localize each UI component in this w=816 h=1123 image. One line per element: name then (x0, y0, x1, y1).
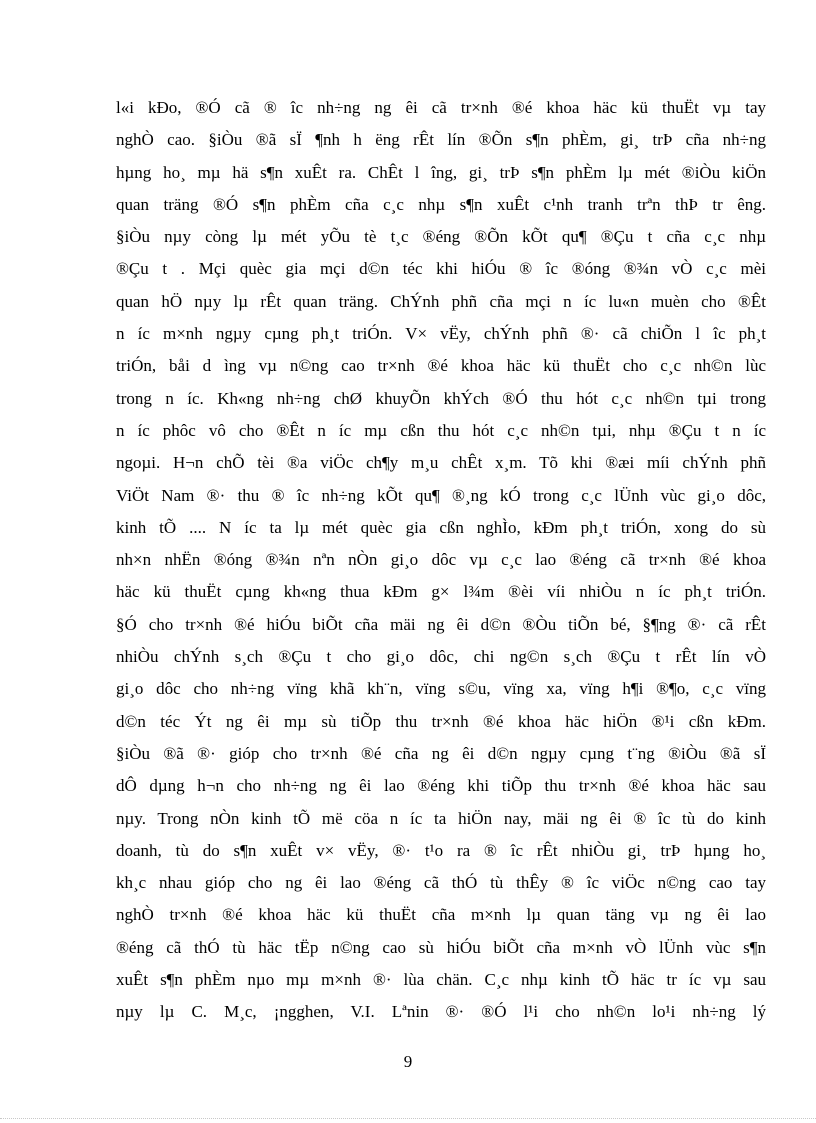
text-line: ®éng cã thÓ tù häc tËp n©ng cao sù hiÓu biÕt cña m×nh vÒ lÜnh vùc s¶n (116, 937, 766, 957)
text-line: hµng ho¸ mµ hä s¶n xuÊt ra. ChÊt l îng, gi¸ trÞ s¶n phÈm lµ mét ®iÒu kiÖn (116, 162, 766, 182)
text-line: n íc m×nh ngµy cµng ph¸t triÓn. V× vËy, chÝnh phñ ®· cã chiÕn l îc ph¸t (116, 324, 766, 344)
text-line: n íc phôc vô cho ®Êt n íc mµ cßn thu hót c¸c nh©n tµi, nhµ ®Çu t n íc (116, 420, 766, 440)
text-line: gi¸o dôc cho nh÷ng vïng khã kh¨n, vïng s©u, vïng xa, vïng h¶i ®¶o, c¸c vïng (116, 679, 766, 699)
text-line: nµy lµ C. M¸c, ¡ngghen, V.I. Lªnin ®· ®Ó l¹i cho nh©n lo¹i nh÷ng lý (116, 1002, 766, 1022)
text-line: dÔ dµng h¬n cho nh÷ng ng êi lao ®éng khi tiÕp thu tr×nh ®é khoa häc sau (116, 776, 766, 796)
text-line: xuÊt s¶n phÈm nµo mµ m×nh ®· lùa chän. C¸c nhµ kinh tÕ häc tr íc vµ sau (116, 970, 766, 990)
text-line: trong n íc. Kh«ng nh÷ng chØ khuyÕn khÝch ®Ó thu hót c¸c nh©n tµi trong (116, 388, 766, 408)
text-line: §Ó cho tr×nh ®é hiÓu biÕt cña mäi ng êi d©n ®Òu tiÕn bé, §¶ng ®· cã rÊt (116, 614, 766, 634)
text-line: l«i kÐo, ®Ó cã ® îc nh÷ng ng êi cã tr×nh ®é khoa häc kü thuËt vµ tay (116, 98, 766, 117)
text-line: häc kü thuËt cµng kh«ng thua kÐm g× l¾m ®èi víi nhiÒu n íc ph¸t triÓn. (116, 582, 766, 602)
text-line: ®Çu t . Mçi quèc gia mçi d©n téc khi hiÓu ® îc ®óng ®¾n vÒ c¸c mèi (116, 259, 766, 279)
page-bottom-divider (0, 1118, 816, 1119)
text-line: §iÒu nµy còng lµ mét yÕu tè t¸c ®éng ®Õn kÕt qu¶ ®Çu t cña c¸c nhµ (116, 227, 766, 247)
body-text (116, 92, 766, 1029)
text-line: d©n téc Ýt ng êi mµ sù tiÕp thu tr×nh ®é khoa häc hiÖn ®¹i cßn kÐm. (116, 711, 766, 731)
text-line: nh×n nhËn ®óng ®¾n nªn nÒn gi¸o dôc vµ c¸c lao ®éng cã tr×nh ®é khoa (116, 550, 766, 570)
text-line: quan träng ®Ó s¶n phÈm cña c¸c nhµ s¶n xuÊt c¹nh tranh trªn thÞ tr êng. (116, 194, 766, 214)
text-line: kinh tÕ .... N íc ta lµ mét quèc gia cßn nghÌo, kÐm ph¸t triÓn, xong do sù (116, 517, 766, 537)
text-line: nghÒ tr×nh ®é khoa häc kü thuËt cña m×nh lµ quan täng vµ ng êi lao (116, 905, 766, 925)
text-line: ViÖt Nam ®· thu ® îc nh÷ng kÕt qu¶ ®¸ng kÓ trong c¸c lÜnh vùc gi¸o dôc, (116, 485, 766, 505)
page-number: 9 (403, 1052, 413, 1071)
text-line: nµy. Trong nÒn kinh tÕ më cöa n íc ta hiÖn nay, mäi ng êi ® îc tù do kinh (116, 808, 766, 828)
text-line: triÓn, båi d ìng vµ n©ng cao tr×nh ®é khoa häc kü thuËt cho c¸c nh©n lùc (116, 356, 766, 376)
text-line: §iÒu ®ã ®· gióp cho tr×nh ®é cña ng êi d©n ngµy cµng t¨ng ®iÒu ®ã sÏ (116, 743, 766, 763)
text-line: nhiÒu chÝnh s¸ch ®Çu t cho gi¸o dôc, chi ng©n s¸ch ®Çu t rÊt lín vÒ (116, 647, 766, 667)
text-line: quan hÖ nµy lµ rÊt quan träng. ChÝnh phñ cña mçi n íc lu«n muèn cho ®Êt (116, 291, 766, 311)
text-line: doanh, tù do s¶n xuÊt v× vËy, ®· t¹o ra ® îc rÊt nhiÒu gi¸ trÞ hµng ho¸ (116, 840, 766, 860)
text-line: kh¸c nhau gióp cho ng êi lao ®éng cã thÓ tù thÊy ® îc viÖc n©ng cao tay (116, 873, 766, 893)
text-line: nghÒ cao. §iÒu ®ã sÏ ¶nh h ëng rÊt lín ®Õn s¶n phÈm, gi¸ trÞ cña nh÷ng (116, 130, 766, 150)
text-line: ngoµi. H¬n chÕ tèi ®a viÖc ch¶y m¸u chÊt x¸m. Tõ khi ®æi míi chÝnh phñ (116, 453, 766, 473)
